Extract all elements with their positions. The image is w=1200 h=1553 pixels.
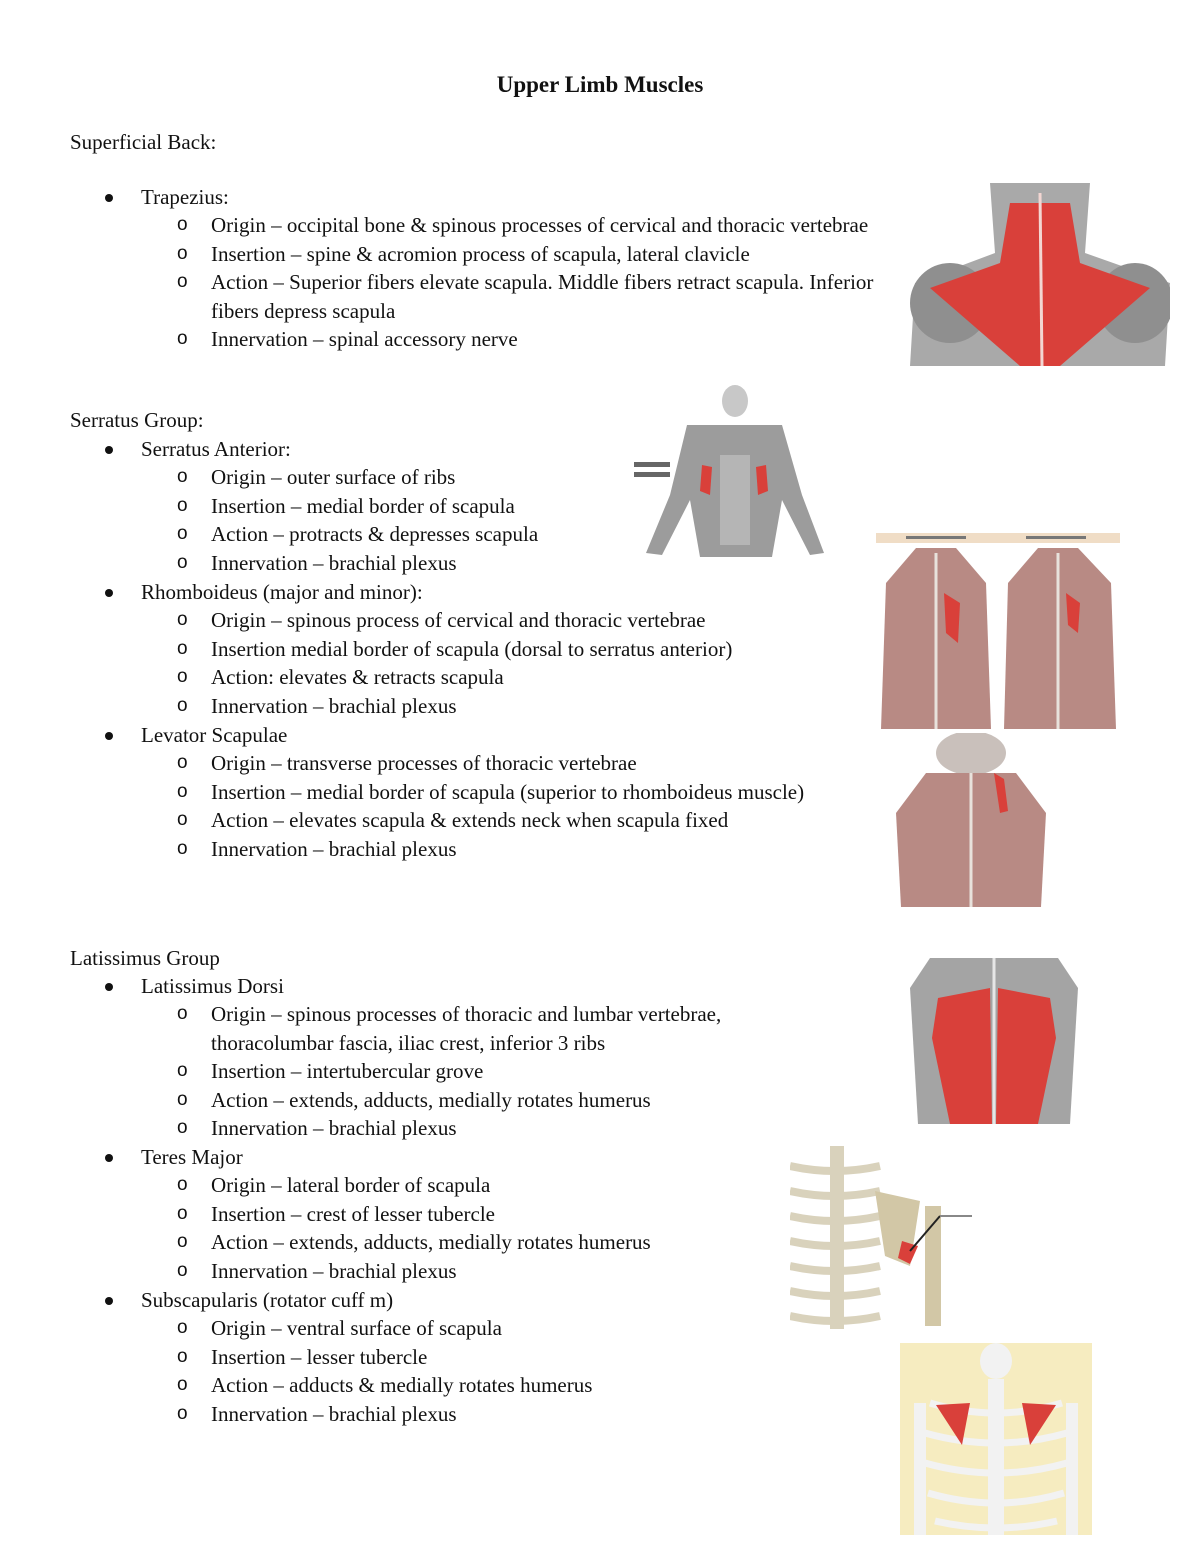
section-heading-latissimus-group: Latissimus Group (70, 946, 220, 970)
detail-action: o Action – elevates scapula & extends neck when scapula fixed (104, 806, 824, 835)
muscle-name: Rhomboideus (major and minor): (104, 578, 864, 606)
detail-action: o Action – extends, adducts, medially rotates humerus (104, 1228, 864, 1257)
detail-action: o Action – Superior fibers elevate scapula. Middle fibers retract scapula. Inferior fibers depress scapula (104, 268, 894, 325)
detail-insertion: o Insertion – medial border of scapula (superior to rhomboideus muscle) (104, 778, 824, 807)
detail-insertion: o Insertion – crest of lesser tubercle (104, 1200, 864, 1229)
detail-action: o Action – adducts & medially rotates humerus (104, 1371, 864, 1400)
detail-insertion: o Insertion – spine & acromion process of scapula, lateral clavicle (104, 240, 894, 269)
detail-origin: o Origin – lateral border of scapula (104, 1171, 864, 1200)
detail-origin: o Origin – transverse processes of thoracic vertebrae (104, 749, 824, 778)
detail-innervation: o Innervation – brachial plexus (104, 835, 824, 864)
section-heading-superficial-back: Superficial Back: (70, 130, 217, 154)
muscle-name: Teres Major (104, 1143, 864, 1171)
muscle-details (104, 606, 864, 720)
latissimus-dorsi-illustration (910, 958, 1078, 1124)
subscapularis-illustration (900, 1343, 1092, 1535)
rhomboid-illustration (876, 533, 1120, 729)
detail-action: o Action: elevates & retracts scapula (104, 663, 864, 692)
muscle-details (104, 1314, 864, 1428)
serratus-anterior-illustration (632, 385, 830, 557)
muscle-rhomboideus (104, 578, 864, 720)
detail-insertion: o Insertion – medial border of scapula (104, 492, 864, 521)
detail-innervation: o Innervation – brachial plexus (104, 1114, 804, 1143)
muscle-name: Trapezius: (104, 183, 894, 211)
detail-innervation: o Innervation – brachial plexus (104, 1257, 864, 1286)
muscle-teres-major (104, 1143, 864, 1285)
detail-action: o Action – extends, adducts, medially rotates humerus (104, 1086, 804, 1115)
muscle-name: Latissimus Dorsi (104, 972, 804, 1000)
muscle-details (104, 1171, 864, 1285)
muscle-latissimus-dorsi (104, 972, 804, 1143)
levator-scapulae-illustration (896, 733, 1046, 907)
muscle-levator-scapulae (104, 721, 824, 863)
muscle-name: Serratus Anterior: (104, 435, 864, 463)
detail-insertion: o Insertion medial border of scapula (dorsal to serratus anterior) (104, 635, 864, 664)
detail-insertion: o Insertion – lesser tubercle (104, 1343, 864, 1372)
muscle-subscapularis (104, 1286, 864, 1428)
teres-major-illustration (790, 1146, 972, 1329)
detail-origin: o Origin – ventral surface of scapula (104, 1314, 864, 1343)
detail-origin: o Origin – occipital bone & spinous processes of cervical and thoracic vertebrae (104, 211, 894, 240)
detail-innervation: o Innervation – brachial plexus (104, 1400, 864, 1429)
detail-innervation: o Innervation – brachial plexus (104, 692, 864, 721)
muscle-details (104, 749, 824, 863)
section-heading-serratus-group: Serratus Group: (70, 408, 204, 432)
muscle-details (104, 1000, 804, 1143)
muscle-name: Levator Scapulae (104, 721, 824, 749)
detail-origin: o Origin – spinous process of cervical and thoracic vertebrae (104, 606, 864, 635)
detail-insertion: o Insertion – intertubercular grove (104, 1057, 804, 1086)
trapezius-illustration (910, 183, 1170, 366)
detail-origin: o Origin – spinous processes of thoracic and lumbar vertebrae, thoracolumbar fascia, iliac crest, inferior 3 ribs (104, 1000, 804, 1057)
page-title: Upper Limb Muscles (496, 72, 704, 97)
detail-innervation: o Innervation – spinal accessory nerve (104, 325, 894, 354)
detail-innervation: o Innervation – brachial plexus (104, 549, 864, 578)
muscle-details (104, 211, 894, 354)
muscle-trapezius (104, 183, 894, 354)
detail-action: o Action – protracts & depresses scapula (104, 520, 864, 549)
detail-origin: o Origin – outer surface of ribs (104, 463, 864, 492)
muscle-name: Subscapularis (rotator cuff m) (104, 1286, 864, 1314)
